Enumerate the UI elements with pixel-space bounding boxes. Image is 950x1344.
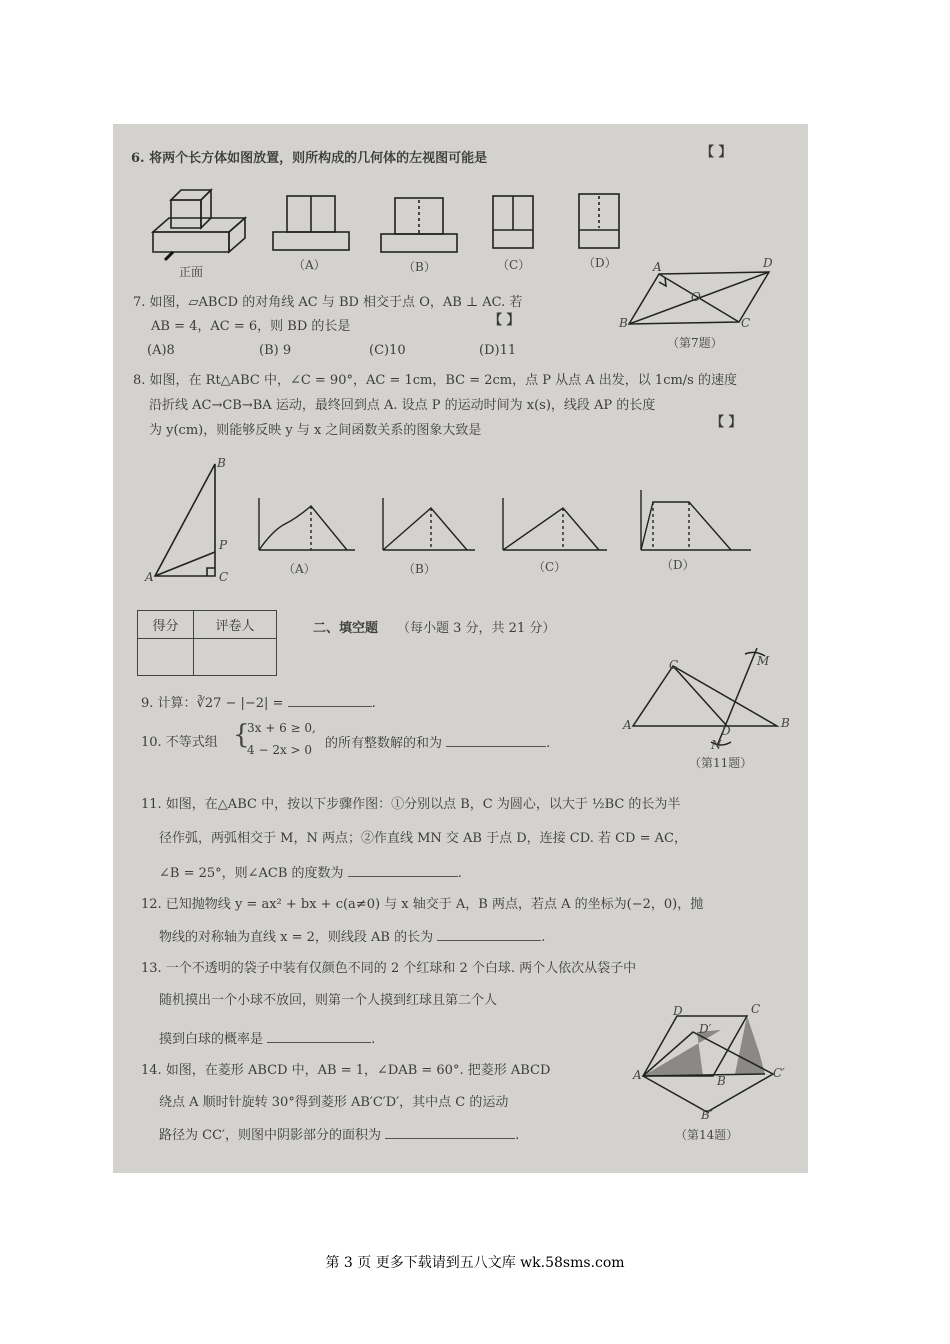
q13-end: . — [371, 1032, 376, 1047]
q6-option-a-figure — [271, 194, 355, 254]
q8-graph-c-label: （C） — [533, 560, 567, 574]
q12-row2 — [159, 928, 545, 946]
q11-answer-blank[interactable] — [348, 864, 458, 877]
q11-point-c: C — [669, 658, 679, 672]
q8-triangle-figure — [153, 460, 233, 584]
q13-line2: 随机摸出一个小球不放回，则第一个人摸到红球且第二个人 — [159, 993, 498, 1008]
q6-option-b: （B） — [403, 260, 436, 274]
q14-point-b: B — [717, 1074, 726, 1088]
q7-option-d: (D)11 — [479, 343, 517, 358]
q14-point-d: D — [673, 1004, 683, 1018]
q8-point-c: C — [219, 570, 229, 584]
scanned-exam-page — [113, 124, 808, 1173]
q13-line1: 13. 一个不透明的袋子中装有仅颜色不同的 2 个红球和 2 个白球. 两个人依次从袋子中 — [141, 961, 637, 976]
q6-option-c: （C） — [497, 258, 531, 272]
q6-option-d-figure — [577, 192, 627, 252]
q12-end: . — [541, 930, 546, 945]
score-cell[interactable] — [138, 639, 194, 676]
q6-option-b-figure — [379, 196, 463, 256]
q14-line3: 路径为 CC′，则图中阴影部分的面积为 — [159, 1128, 381, 1143]
q10-brace: { — [233, 720, 250, 750]
q11-point-d: D — [721, 724, 731, 738]
section2-note: （每小题 3 分，共 21 分） — [397, 621, 556, 636]
q8-point-b: B — [217, 456, 226, 470]
q9-answer-blank[interactable] — [288, 694, 372, 707]
q11-point-n: N — [711, 738, 722, 752]
q11-line3: ∠B = 25°，则∠ACB 的度数为 — [159, 866, 344, 881]
q7-option-b: (B) 9 — [259, 343, 292, 358]
q14-row3 — [159, 1126, 519, 1144]
q10-sys2: 4 − 2x > 0 — [247, 743, 313, 757]
q7-option-a: (A)8 — [147, 343, 175, 358]
q10-answer-blank[interactable] — [446, 734, 546, 747]
q8-graph-d — [627, 488, 757, 558]
q8-graph-b-label: （B） — [403, 562, 436, 576]
q11-caption: （第11题） — [689, 756, 753, 770]
q11-line2: 径作弧，两弧相交于 M，N 两点；②作直线 MN 交 AB 于点 D，连接 CD. 若 CD = AC， — [159, 831, 687, 846]
q7-point-b: B — [619, 316, 628, 330]
q7-line2: AB = 4，AC = 6，则 BD 的长是 — [151, 319, 351, 334]
q11-end: . — [457, 866, 462, 881]
score-table-col2: 评卷人 — [194, 611, 277, 639]
q7-parallelogram-figure — [619, 264, 789, 344]
q10-end: . — [546, 736, 551, 751]
q14-answer-blank[interactable] — [385, 1126, 515, 1139]
q7-point-o: O — [691, 290, 701, 304]
q11-point-b: B — [781, 716, 790, 730]
q12-answer-blank[interactable] — [437, 928, 541, 941]
q6-option-a: （A） — [293, 258, 326, 272]
q7-point-d: D — [763, 256, 773, 270]
q8-line2: 沿折线 AC→CB→BA 运动，最终回到点 A. 设点 P 的运动时间为 x(s)，线段 AP 的长度 — [149, 398, 656, 413]
q7-point-a: A — [653, 260, 662, 274]
q10-prefix: 10. 不等式组 — [141, 735, 218, 750]
q10-sys1: 3x + 6 ≥ 0, — [247, 721, 316, 735]
q11-point-a: A — [623, 718, 632, 732]
q14-point-a: A — [633, 1068, 642, 1082]
q11-row3 — [159, 864, 462, 882]
q8-point-a: A — [145, 570, 154, 584]
q6-solid-figure — [151, 182, 261, 262]
q8-graph-a-label: （A） — [283, 562, 316, 576]
q13-line3: 摸到白球的概率是 — [159, 1032, 264, 1047]
q9-text: 9. 计算：∛27 − |−2| = — [141, 696, 284, 711]
q7-answer-bracket: 【 】 — [489, 313, 520, 328]
q13-row3 — [159, 1030, 375, 1048]
q11-line1: 11. 如图，在△ABC 中，按以下步骤作图：①分别以点 B，C 为圆心，以大于 ½BC 的长为半 — [141, 797, 681, 812]
q6-option-d: （D） — [583, 256, 617, 270]
score-table-col1: 得分 — [138, 611, 194, 639]
q14-line2: 绕点 A 顺时针旋转 30°得到菱形 AB′C′D′，其中点 C 的运动 — [159, 1095, 509, 1110]
q10-suffix: 的所有整数解的和为 — [325, 736, 443, 751]
q8-line3: 为 y(cm)，则能够反映 y 与 x 之间函数关系的图象大致是 — [149, 423, 482, 438]
q8-graph-d-label: （D） — [661, 558, 695, 572]
page-footer: 第 3 页 更多下载请到五八文库 wk.58sms.com — [325, 1255, 625, 1271]
q14-point-c: C — [751, 1002, 761, 1016]
grader-cell[interactable] — [194, 639, 277, 676]
q12-line2: 物线的对称轴为直线 x = 2，则线段 AB 的长为 — [159, 930, 434, 945]
q8-point-p: P — [219, 538, 228, 552]
q12-line1: 12. 已知抛物线 y = ax² + bx + c(a≠0) 与 x 轴交于 A，B 两点，若点 A 的坐标为(−2，0)，抛 — [141, 897, 704, 912]
q6-answer-bracket: 【 】 — [701, 145, 732, 160]
q13-answer-blank[interactable] — [267, 1030, 371, 1043]
q8-graph-c — [489, 496, 609, 556]
q8-graph-a — [245, 496, 355, 556]
q7-option-c: (C)10 — [369, 343, 406, 358]
q14-point-d-prime: D′ — [699, 1022, 712, 1036]
q8-answer-bracket: 【 】 — [711, 415, 742, 430]
q14-point-b-prime: B′ — [701, 1108, 713, 1122]
q7-caption: （第7题） — [667, 336, 723, 350]
q8-line1: 8. 如图，在 Rt△ABC 中，∠C = 90°，AC = 1cm，BC = 2cm，点 P 从点 A 出发，以 1cm/s 的速度 — [133, 373, 737, 388]
q14-line1: 14. 如图，在菱形 ABCD 中，AB = 1，∠DAB = 60°. 把菱形 ABCD — [141, 1063, 551, 1078]
q7-point-c: C — [741, 316, 751, 330]
section2-title: 二、填空题 — [313, 621, 379, 636]
q9-end: . — [371, 696, 376, 711]
q6-front-label: 正面 — [179, 265, 204, 279]
q14-end: . — [515, 1128, 520, 1143]
q14-point-c-prime: C′ — [773, 1066, 785, 1080]
q7-line1: 7. 如图，▱ABCD 的对角线 AC 与 BD 相交于点 O，AB ⊥ AC. 若 — [133, 295, 523, 310]
q6-option-c-figure — [491, 194, 541, 254]
q14-caption: （第14题） — [675, 1128, 739, 1142]
q9-row — [141, 694, 376, 712]
q10-row — [325, 734, 550, 752]
score-table — [137, 610, 277, 676]
q6-text: 6. 将两个长方体如图放置，则所构成的几何体的左视图可能是 — [131, 151, 488, 166]
q8-graph-b — [369, 496, 479, 556]
q11-point-m: M — [757, 654, 770, 668]
